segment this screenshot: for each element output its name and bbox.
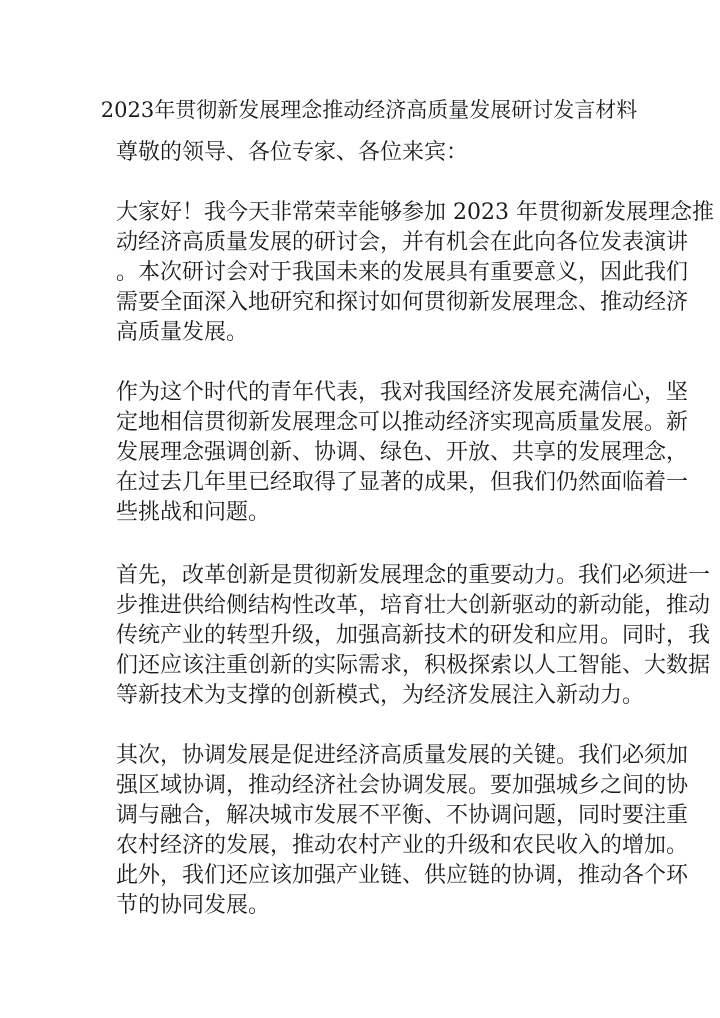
paragraph-line: 发展理念强调创新、协调、绿色、开放、共享的发展理念， — [116, 440, 689, 465]
paragraph-line: 们还应该注重创新的实际需求，积极探索以人工智能、大数据 — [116, 653, 711, 678]
paragraph-line: 定地相信贯彻新发展理念可以推动经济实现高质量发展。新 — [116, 410, 689, 435]
paragraph-line: 强区域协调，推动经济社会协调发展。要加强城乡之间的协 — [116, 773, 689, 798]
paragraph-line: 动经济高质量发展的研讨会，并有机会在此向各位发表演讲 — [116, 230, 689, 255]
paragraph-intro — [116, 198, 714, 348]
paragraph-line: 农村经济的发展，推动农村产业的升级和农民收入的增加。 — [116, 833, 689, 858]
paragraph-line: 此外，我们还应该加强产业链、供应链的协调，推动各个环 — [116, 863, 689, 888]
paragraph-line: 需要全面深入地研究和探讨如何贯彻新发展理念、推动经济 — [116, 290, 689, 315]
paragraph-reform-innovation — [116, 561, 711, 711]
paragraph-line: 其次，协调发展是促进经济高质量发展的关键。我们必须加 — [116, 743, 689, 768]
paragraph-line: 等新技术为支撑的创新模式，为经济发展注入新动力。 — [116, 683, 645, 708]
paragraph-coordinated-development — [116, 741, 689, 921]
paragraph-line: 在过去几年里已经取得了显著的成果，但我们仍然面临着一 — [116, 470, 689, 495]
paragraph-line: 作为这个时代的青年代表，我对我国经济发展充满信心，坚 — [116, 380, 689, 405]
paragraph-line: 节的协同发展。 — [116, 893, 271, 918]
paragraph-line: 。本次研讨会对于我国未来的发展具有重要意义，因此我们 — [116, 260, 689, 285]
salutation: 尊敬的领导、各位专家、各位来宾： — [116, 140, 469, 165]
paragraph-line: 首先，改革创新是贯彻新发展理念的重要动力。我们必须进一 — [116, 563, 711, 588]
paragraph-youth-representative — [116, 378, 689, 528]
paragraph-line: 大家好！我今天非常荣幸能够参加 2023 年贯彻新发展理念推 — [116, 200, 714, 225]
paragraph-line: 调与融合，解决城市发展不平衡、不协调问题，同时要注重 — [116, 803, 689, 828]
paragraph-line: 高质量发展。 — [116, 320, 249, 345]
paragraph-line: 步推进供给侧结构性改革，培育壮大创新驱动的新动能，推动 — [116, 593, 711, 618]
paragraph-line: 些挑战和问题。 — [116, 500, 271, 525]
paragraph-line: 传统产业的转型升级，加强高新技术的研发和应用。同时，我 — [116, 623, 711, 648]
document-title: 2023年贯彻新发展理念推动经济高质量发展研讨发言材料 — [100, 98, 638, 122]
